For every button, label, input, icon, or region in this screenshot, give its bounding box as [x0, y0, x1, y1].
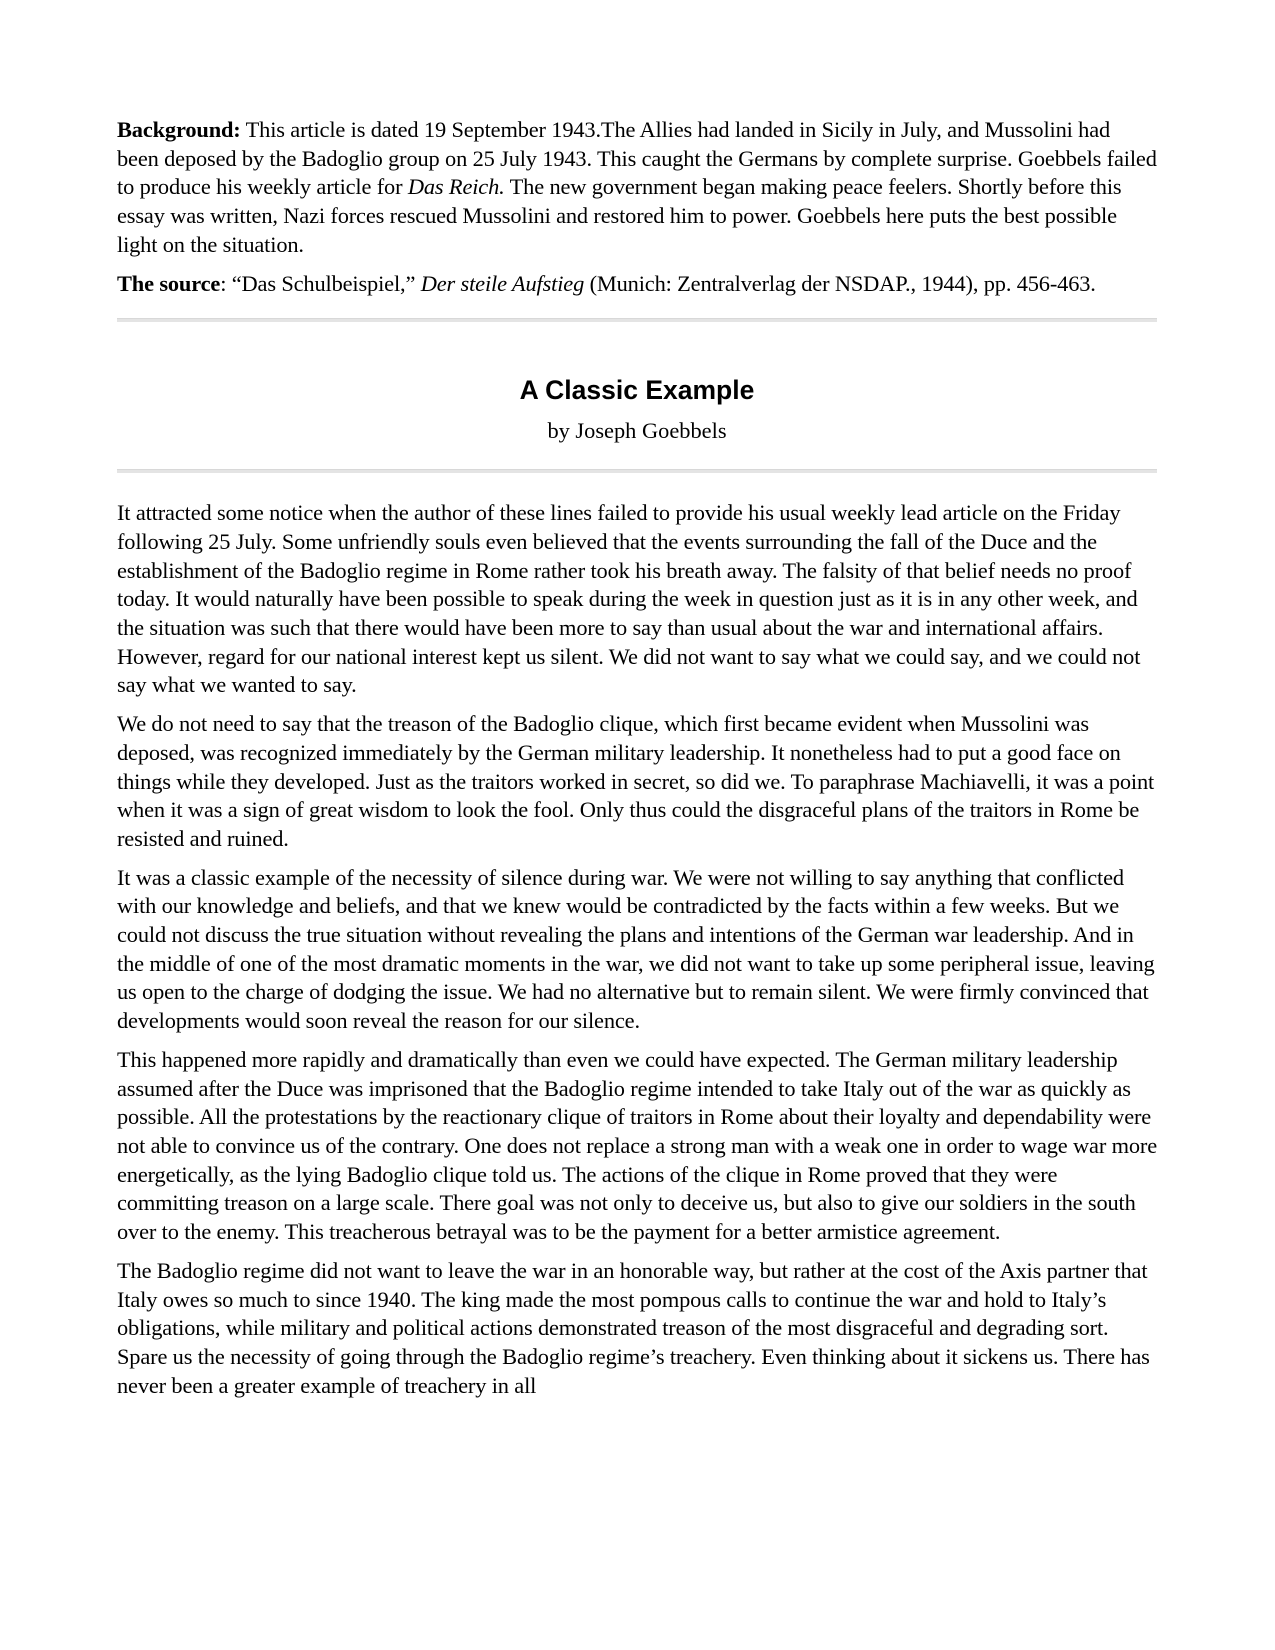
source-text-1: : “Das Schulbeispiel,”	[220, 270, 421, 296]
document-page	[117, 116, 1157, 1410]
background-text-1: This article is dated 19 September 1943.The Allies had landed in Sicily in July, and Mussolini had been deposed by the Badoglio group on 25 July 1943. This caught the Germans by complete surprise. Goebbels failed to produce his weekly article for	[117, 117, 1157, 200]
source-paragraph	[117, 270, 1157, 299]
background-paragraph	[117, 116, 1157, 260]
article-title: A Classic Example	[519, 375, 755, 406]
source-label: The source	[117, 270, 221, 296]
intro-section	[117, 116, 1157, 298]
article-paragraph: It was a classic example of the necessity of silence during war. We were not willing to say anything that conflicted with our knowledge and beliefs, and that we knew would be contradicted by the facts within a few weeks. But we could not discuss the true situation without revealing the plans and intentions of the German war leadership. And in the middle of one of the most dramatic moments in the war, we did not want to take up some peripheral issue, leaving us open to the charge of dodging the issue. We had no alternative but to remain silent. We were firmly convinced that developments would soon reveal the reason for our silence.	[117, 864, 1155, 1034]
background-text-2: The new government began making peace feelers. Shortly before this essay was written, Nazi forces rescued Mussolini and restored him to power. Goebbels here puts the best possible light on the situation.	[117, 174, 1122, 257]
article-paragraph: The Badoglio regime did not want to leave the war in an honorable way, but rather at the cost of the Axis partner that Italy owes so much to since 1940. The king made the most pompous calls to continue the war and hold to Italy’s obligations, while military and political actions demonstrated treason of the most disgraceful and degrading sort. Spare us the necessity of going through the Badoglio regime’s treachery. Even thinking about it sickens us. There has never been a greater example of treachery in all	[117, 1257, 1150, 1398]
publication-title: Das Reich.	[407, 174, 505, 200]
article-byline: by Joseph Goebbels	[547, 418, 727, 444]
source-text-2: (Munich: Zentralverlag der NSDAP., 1944), pp. 456-463.	[584, 270, 1096, 296]
article-header	[117, 322, 1157, 469]
article-paragraph: This happened more rapidly and dramatically than even we could have expected. The German military leadership assumed after the Duce was imprisoned that the Badoglio regime intended to take Italy out of the war as quickly as possible. All the protestations by the reactionary clique of traitors in Rome about their loyalty and dependability were not able to convince us of the contrary. One does not replace a strong man with a weak one in order to wage war more energetically, as the lying Badoglio clique told us. The actions of the clique in Rome proved that they were committing treason on a large scale. There goal was not only to deceive us, but also to give our soldiers in the south over to the enemy. This treacherous betrayal was to be the payment for a better armistice agreement.	[117, 1046, 1157, 1245]
book-title: Der steile Aufstieg	[420, 270, 585, 296]
article-paragraph: We do not need to say that the treason of the Badoglio clique, which first became evident when Mussolini was deposed, was recognized immediately by the German military leadership. It nonetheless had to put a good face on things while they developed. Just as the traitors worked in secret, so did we. To paraphrase Machiavelli, it was a point when it was a sign of great wisdom to look the fool. Only thus could the disgraceful plans of the traitors in Rome be resisted and ruined.	[117, 711, 1155, 851]
article-body	[117, 473, 1157, 1400]
article-paragraph: It attracted some notice when the author of these lines failed to provide his usual weekly lead article on the Friday following 25 July. Some unfriendly souls even believed that the events surrounding the fall of the Duce and the establishment of the Badoglio regime in Rome rather took his breath away. The falsity of that belief needs no proof today. It would naturally have been possible to speak during the week in question just as it is in any other week, and the situation was such that there would have been more to say than usual about the war and international affairs. However, regard for our national interest kept us silent. We did not want to say what we could say, and we could not say what we wanted to say.	[117, 500, 1141, 698]
background-label: Background:	[117, 117, 241, 142]
